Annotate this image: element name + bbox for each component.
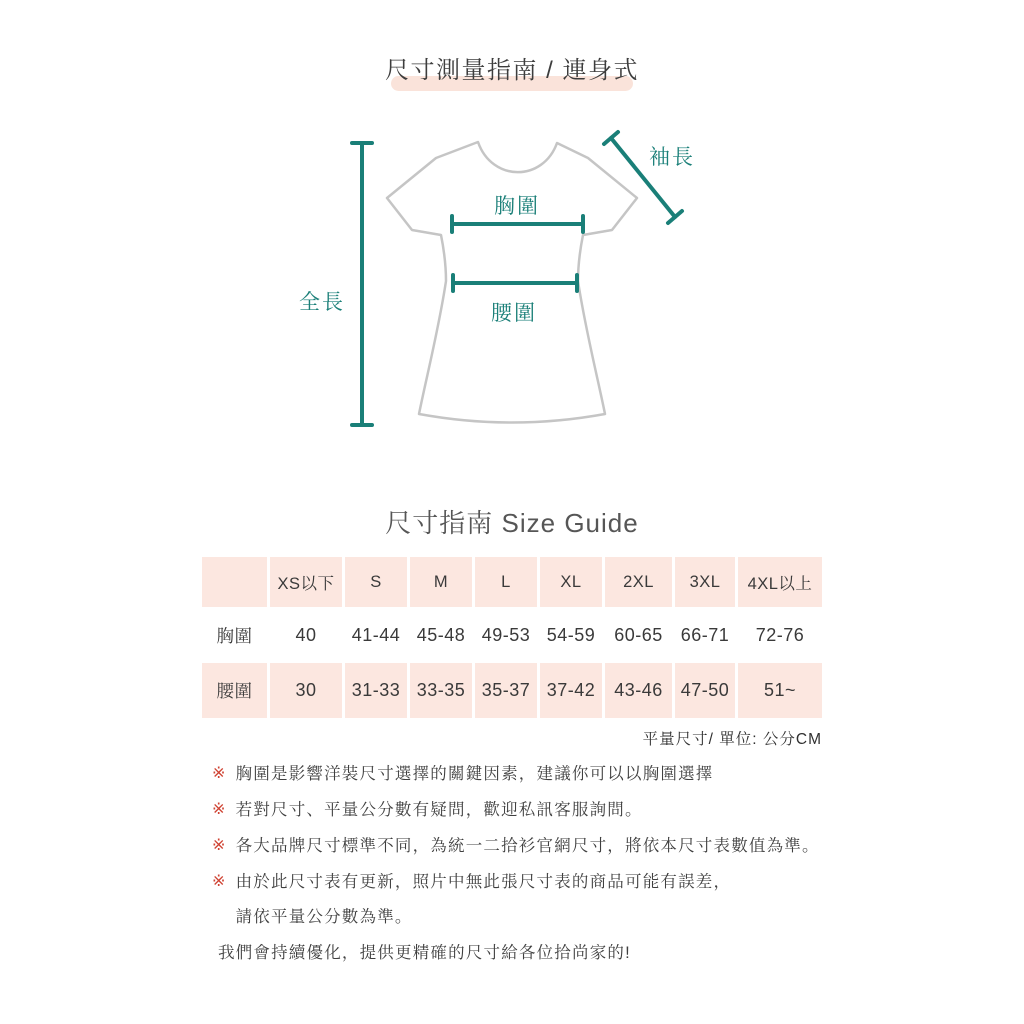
header-cell-l: L [472, 557, 537, 607]
reference-mark-icon: ※ [212, 837, 227, 854]
notes-footer: 我們會持續優化，提供更精確的尺寸給各位拾尚家的! [218, 944, 631, 962]
size-guide-heading: 尺寸指南 Size Guide [385, 508, 639, 538]
note-text-line1: 由於此尺寸表有更新，照片中無此張尺寸表的商品可能有誤差， [235, 873, 732, 891]
note-item [212, 799, 852, 821]
length-label: 全長 [299, 291, 345, 314]
reference-mark-icon: ※ [212, 801, 227, 818]
header-cell-4xl: 4XL以上 [735, 557, 822, 607]
chest-value: 72-76 [735, 607, 822, 663]
chest-value: 45-48 [407, 607, 472, 663]
header-cell-xl: XL [537, 557, 602, 607]
chest-value: 60-65 [602, 607, 672, 663]
page-title: 尺寸測量指南 / 連身式 [384, 57, 639, 84]
waist-value: 31-33 [342, 663, 407, 718]
note-text: 若對尺寸、平量公分數有疑問，歡迎私訊客服詢問。 [235, 801, 643, 819]
waist-value: 33-35 [407, 663, 472, 718]
note-item [212, 763, 852, 785]
chest-label: 胸圍 [494, 195, 540, 218]
chest-value: 49-53 [472, 607, 537, 663]
notes-section [212, 763, 852, 964]
waist-value: 30 [267, 663, 342, 718]
chest-value: 40 [267, 607, 342, 663]
waist-value: 37-42 [537, 663, 602, 718]
size-table-container [202, 557, 822, 718]
chest-value: 66-71 [672, 607, 735, 663]
header-cell-2xl: 2XL [602, 557, 672, 607]
waist-value: 35-37 [472, 663, 537, 718]
size-table-header-row [202, 557, 822, 607]
header-cell-empty [202, 557, 267, 607]
note-item [212, 871, 852, 928]
note-text [236, 871, 732, 928]
reference-mark-icon: ※ [212, 765, 227, 782]
header-cell-s: S [342, 557, 407, 607]
waist-value: 47-50 [672, 663, 735, 718]
waist-measure-line [453, 275, 577, 291]
table-row-chest [202, 607, 822, 663]
waist-value: 43-46 [602, 663, 672, 718]
size-table [202, 557, 822, 718]
note-item [212, 835, 852, 857]
header-cell-xs: XS以下 [267, 557, 342, 607]
chest-value: 54-59 [537, 607, 602, 663]
dress-measurement-diagram [280, 118, 740, 458]
sleeve-label: 袖長 [649, 146, 695, 169]
length-measure-line [352, 143, 372, 425]
reference-mark-icon: ※ [212, 873, 227, 890]
waist-label: 腰圍 [491, 302, 537, 325]
row-label-waist: 腰圍 [202, 663, 267, 718]
header-cell-m: M [407, 557, 472, 607]
table-row-waist [202, 663, 822, 718]
header-cell-3xl: 3XL [672, 557, 735, 607]
note-text: 各大品牌尺寸標準不同，為統一二拾衫官網尺寸，將依本尺寸表數值為準。 [235, 837, 820, 855]
title-block [0, 50, 1024, 85]
waist-value: 51~ [735, 663, 822, 718]
note-text-line2: 請依平量公分數為準。 [235, 908, 413, 926]
measurement-unit-caption: 平量尺寸/ 單位: 公分CM [642, 731, 822, 748]
chest-measure-line [452, 216, 583, 232]
note-text: 胸圍是影響洋裝尺寸選擇的關鍵因素，建議你可以以胸圍選擇 [235, 765, 714, 783]
chest-value: 41-44 [342, 607, 407, 663]
row-label-chest: 胸圍 [202, 607, 267, 663]
